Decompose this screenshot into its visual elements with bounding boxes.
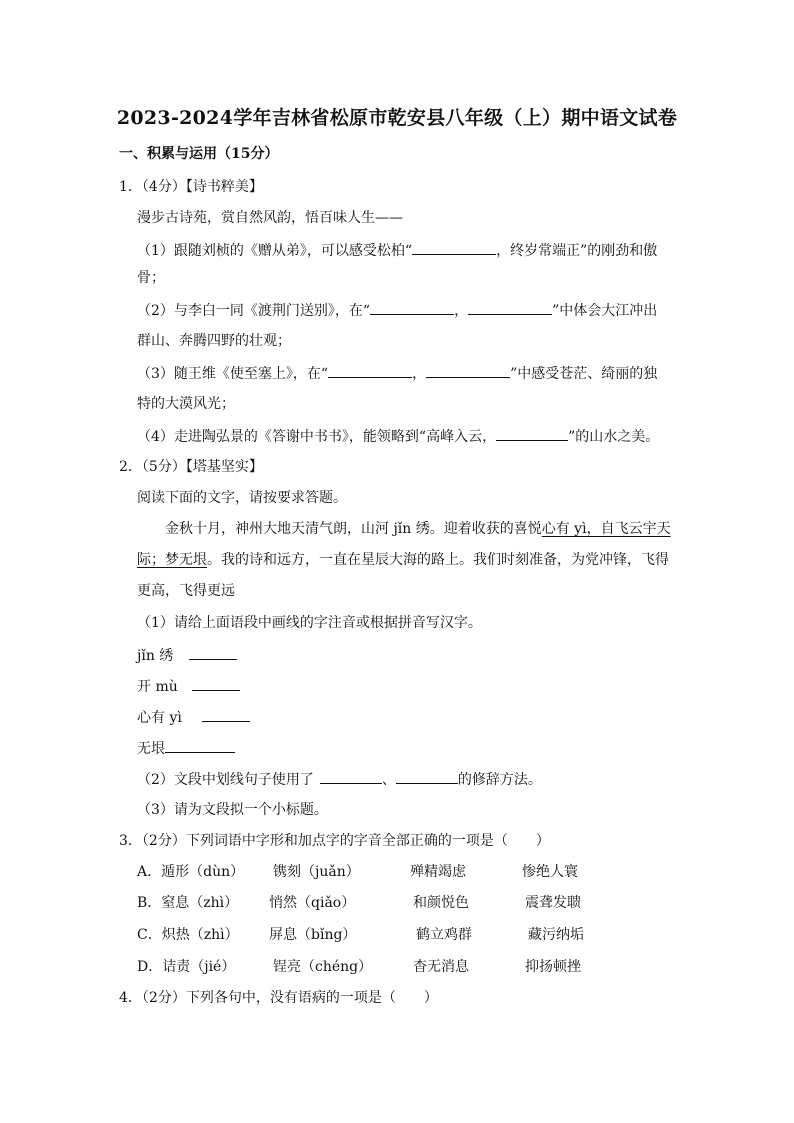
option-term: 震聋发聩 (525, 895, 581, 911)
option-term: 锃亮（chéng） (273, 959, 373, 975)
question-2-sub-3: （3）请为文段拟一个小标题。 (137, 802, 328, 818)
question-1-part-2-cont: 群山、奔腾四野的壮观； (137, 333, 291, 349)
question-2-heading: 2．（5分）【塔基坚实】 (119, 459, 263, 475)
pinyin-item-1: jǐn 绣 (137, 645, 237, 666)
option-term: B．窒息（zhì） (137, 895, 239, 911)
answer-blank[interactable] (468, 300, 552, 315)
answer-blank[interactable] (165, 738, 235, 753)
option-term: 抑扬顿挫 (525, 959, 581, 975)
answer-blank[interactable] (192, 676, 240, 691)
pinyin-item-3: 心有 yì (137, 707, 250, 728)
option-term: A．遁形（dùn） (137, 864, 245, 880)
answer-blank[interactable] (496, 426, 568, 441)
question-2-intro: 阅读下面的文字，请按要求答题。 (137, 490, 347, 506)
option-term: 惨绝人寰 (522, 864, 578, 880)
answer-blank[interactable] (320, 769, 382, 784)
section-heading: 一、积累与运用（15分） (119, 146, 279, 162)
passage-line-1: 金秋十月，神州大地天清气朗，山河 jǐn 绣。迎着收获的喜悦心有 yì，自飞云宇天 (165, 521, 671, 537)
option-term: 悄然（qiǎo） (269, 895, 356, 911)
question-3-heading: 3．（2分）下列词语中字形和加点字的字音全部正确的一项是（ ） (119, 833, 550, 849)
answer-blank[interactable] (202, 707, 250, 722)
page-title: 2023-2024学年吉林省松原市乾安县八年级（上）期中语文试卷 (116, 107, 678, 129)
passage-line-2: 际；梦无垠。我的诗和远方，一直在星辰大海的路上。我们时刻准备，为党冲锋，飞得 (137, 552, 669, 568)
option-term: 屏息（bǐng） (269, 927, 357, 943)
answer-blank[interactable] (328, 363, 412, 378)
question-1-heading: 1．（4分）【诗书粹美】 (119, 179, 263, 195)
question-1-part-1: （1）跟随刘桢的《赠从弟》，可以感受松柏“ ，终岁常端正”的刚劲和傲 (137, 240, 657, 261)
answer-blank[interactable] (426, 363, 510, 378)
question-1-intro: 漫步古诗苑，赏自然风韵，悟百味人生—— (137, 210, 403, 226)
answer-blank[interactable] (370, 300, 454, 315)
option-term: 殚精竭虑 (410, 864, 466, 880)
answer-blank[interactable] (189, 645, 237, 660)
option-term: 鹤立鸡群 (416, 927, 472, 943)
pinyin-item-2: 开 mù (137, 676, 240, 697)
option-term: C．炽热（zhì） (137, 927, 239, 943)
question-4-heading: 4．（2分）下列各句中，没有语病的一项是（ ） (119, 990, 438, 1006)
question-2-sub-1: （1）请给上面语段中画线的字注音或根据拼音写汉字。 (137, 615, 482, 631)
question-1-part-4: （4）走进陶弘景的《答谢中书书》，能领略到“高峰入云， ”的山水之美。 (137, 426, 659, 447)
option-term: 藏污纳垢 (528, 927, 584, 943)
question-2-sub-2: （2）文段中划线句子使用了 、 的修辞方法。 (137, 769, 542, 790)
question-1-part-3: （3）随王维《使至塞上》，在“ ， ”中感受苍茫、绮丽的独 (137, 363, 657, 384)
question-1-part-3-cont: 特的大漠风光； (137, 396, 235, 412)
answer-blank[interactable] (396, 769, 458, 784)
pinyin-item-4: 无垠 (137, 738, 235, 759)
passage-line-3: 更高，飞得更远 (137, 583, 235, 599)
option-term: 和颜悦色 (413, 895, 469, 911)
answer-blank[interactable] (412, 240, 496, 255)
option-term: 镌刻（juǎn） (273, 864, 360, 880)
question-1-part-1-cont: 骨； (137, 270, 165, 286)
option-term: D．诘责（jié） (137, 959, 236, 975)
option-term: 杳无消息 (413, 959, 469, 975)
question-1-part-2: （2）与李白一同《渡荆门送别》，在“ ， ”中体会大江冲出 (137, 300, 657, 321)
